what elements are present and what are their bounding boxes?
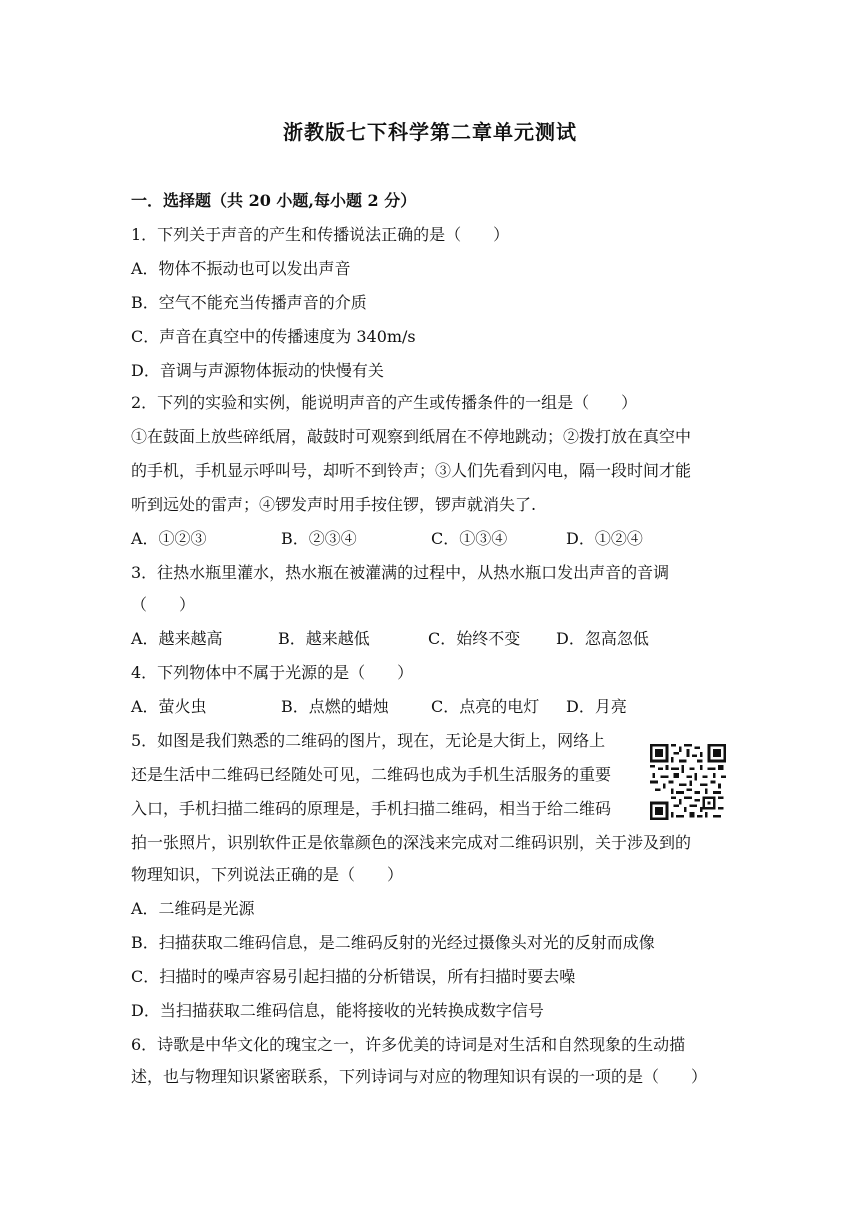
q4-options [131, 696, 627, 718]
q5-option-a: A．二维码是光源 [131, 899, 255, 918]
q2-text-line: 听到远处的雷声；④锣发声时用手按住锣，锣声就消失了. [131, 495, 537, 514]
q1-option-b: B．空气不能充当传播声音的介质 [131, 293, 367, 312]
q5-option-b: B．扫描获取二维码信息，是二维码反射的光经过摄像头对光的反射而成像 [131, 933, 655, 952]
q2-option-c: C．①③④ [431, 529, 508, 548]
q5-stem-cont: 还是生活中二维码已经随处可见，二维码也成为手机生活服务的重要 [131, 765, 612, 784]
q3-stem-cont: （ ） [131, 595, 196, 614]
q6-stem: 6．诗歌是中华文化的瑰宝之一，许多优美的诗词是对生活和自然现象的生动描 [131, 1035, 686, 1054]
q3-option-a: A．越来越高 [131, 629, 223, 648]
qr-code-icon [650, 742, 726, 822]
q2-text-line: ①在鼓面上放些碎纸屑，敲鼓时可观察到纸屑在不停地跳动；②拨打放在真空中 [131, 427, 692, 446]
q1-option-d: D．音调与声源物体振动的快慢有关 [131, 361, 384, 380]
q3-option-b: B．越来越低 [278, 629, 370, 648]
q5-stem: 5．如图是我们熟悉的二维码的图片，现在，无论是大街上，网络上 [131, 731, 606, 750]
q2-stem: 2．下列的实验和实例，能说明声音的产生或传播条件的一组是（ ） [131, 393, 638, 412]
q3-option-c: C．始终不变 [428, 629, 521, 648]
q2-option-d: D．①②④ [566, 529, 643, 548]
section-heading: 一．选择题（共 20 小题,每小题 2 分） [131, 191, 417, 210]
q3-option-d: D．忽高忽低 [556, 629, 649, 648]
q1-option-a: A．物体不振动也可以发出声音 [131, 259, 351, 278]
q5-stem-cont: 拍一张照片，识别软件正是依靠颜色的深浅来完成对二维码识别，关于涉及到的 [131, 833, 692, 852]
q2-option-b: B．②③④ [281, 529, 357, 548]
q2-options [131, 528, 643, 550]
q2-text-line: 的手机，手机显示呼叫号，却听不到铃声；③人们先看到闪电，隔一段时间才能 [131, 461, 692, 480]
q5-option-c: C．扫描时的噪声容易引起扫描的分析错误，所有扫描时要去噪 [131, 967, 576, 986]
q6-stem-cont: 述，也与物理知识紧密联系，下列诗词与对应的物理知识有误的一项的是（ ） [131, 1067, 708, 1086]
page-title: 浙教版七下科学第二章单元测试 [283, 120, 577, 144]
q5-stem-cont: 入口，手机扫描二维码的原理是，手机扫描二维码，相当于给二维码 [131, 799, 612, 818]
q4-option-c: C．点亮的电灯 [431, 697, 540, 716]
q4-option-d: D．月亮 [566, 697, 627, 716]
q5-stem-cont: 物理知识，下列说法正确的是（ ） [131, 865, 404, 884]
q4-option-b: B．点燃的蜡烛 [281, 697, 389, 716]
q2-option-a: A．①②③ [131, 529, 207, 548]
q1-stem: 1．下列关于声音的产生和传播说法正确的是（ ） [131, 225, 510, 244]
q4-option-a: A．萤火虫 [131, 697, 207, 716]
q3-stem: 3．往热水瓶里灌水，热水瓶在被灌满的过程中，从热水瓶口发出声音的音调 [131, 563, 670, 582]
q4-stem: 4．下列物体中不属于光源的是（ ） [131, 663, 414, 682]
q3-options [131, 628, 649, 650]
q5-option-d: D．当扫描获取二维码信息，能将接收的光转换成数字信号 [131, 1001, 544, 1020]
q1-option-c: C．声音在真空中的传播速度为 340m/s [131, 327, 416, 346]
